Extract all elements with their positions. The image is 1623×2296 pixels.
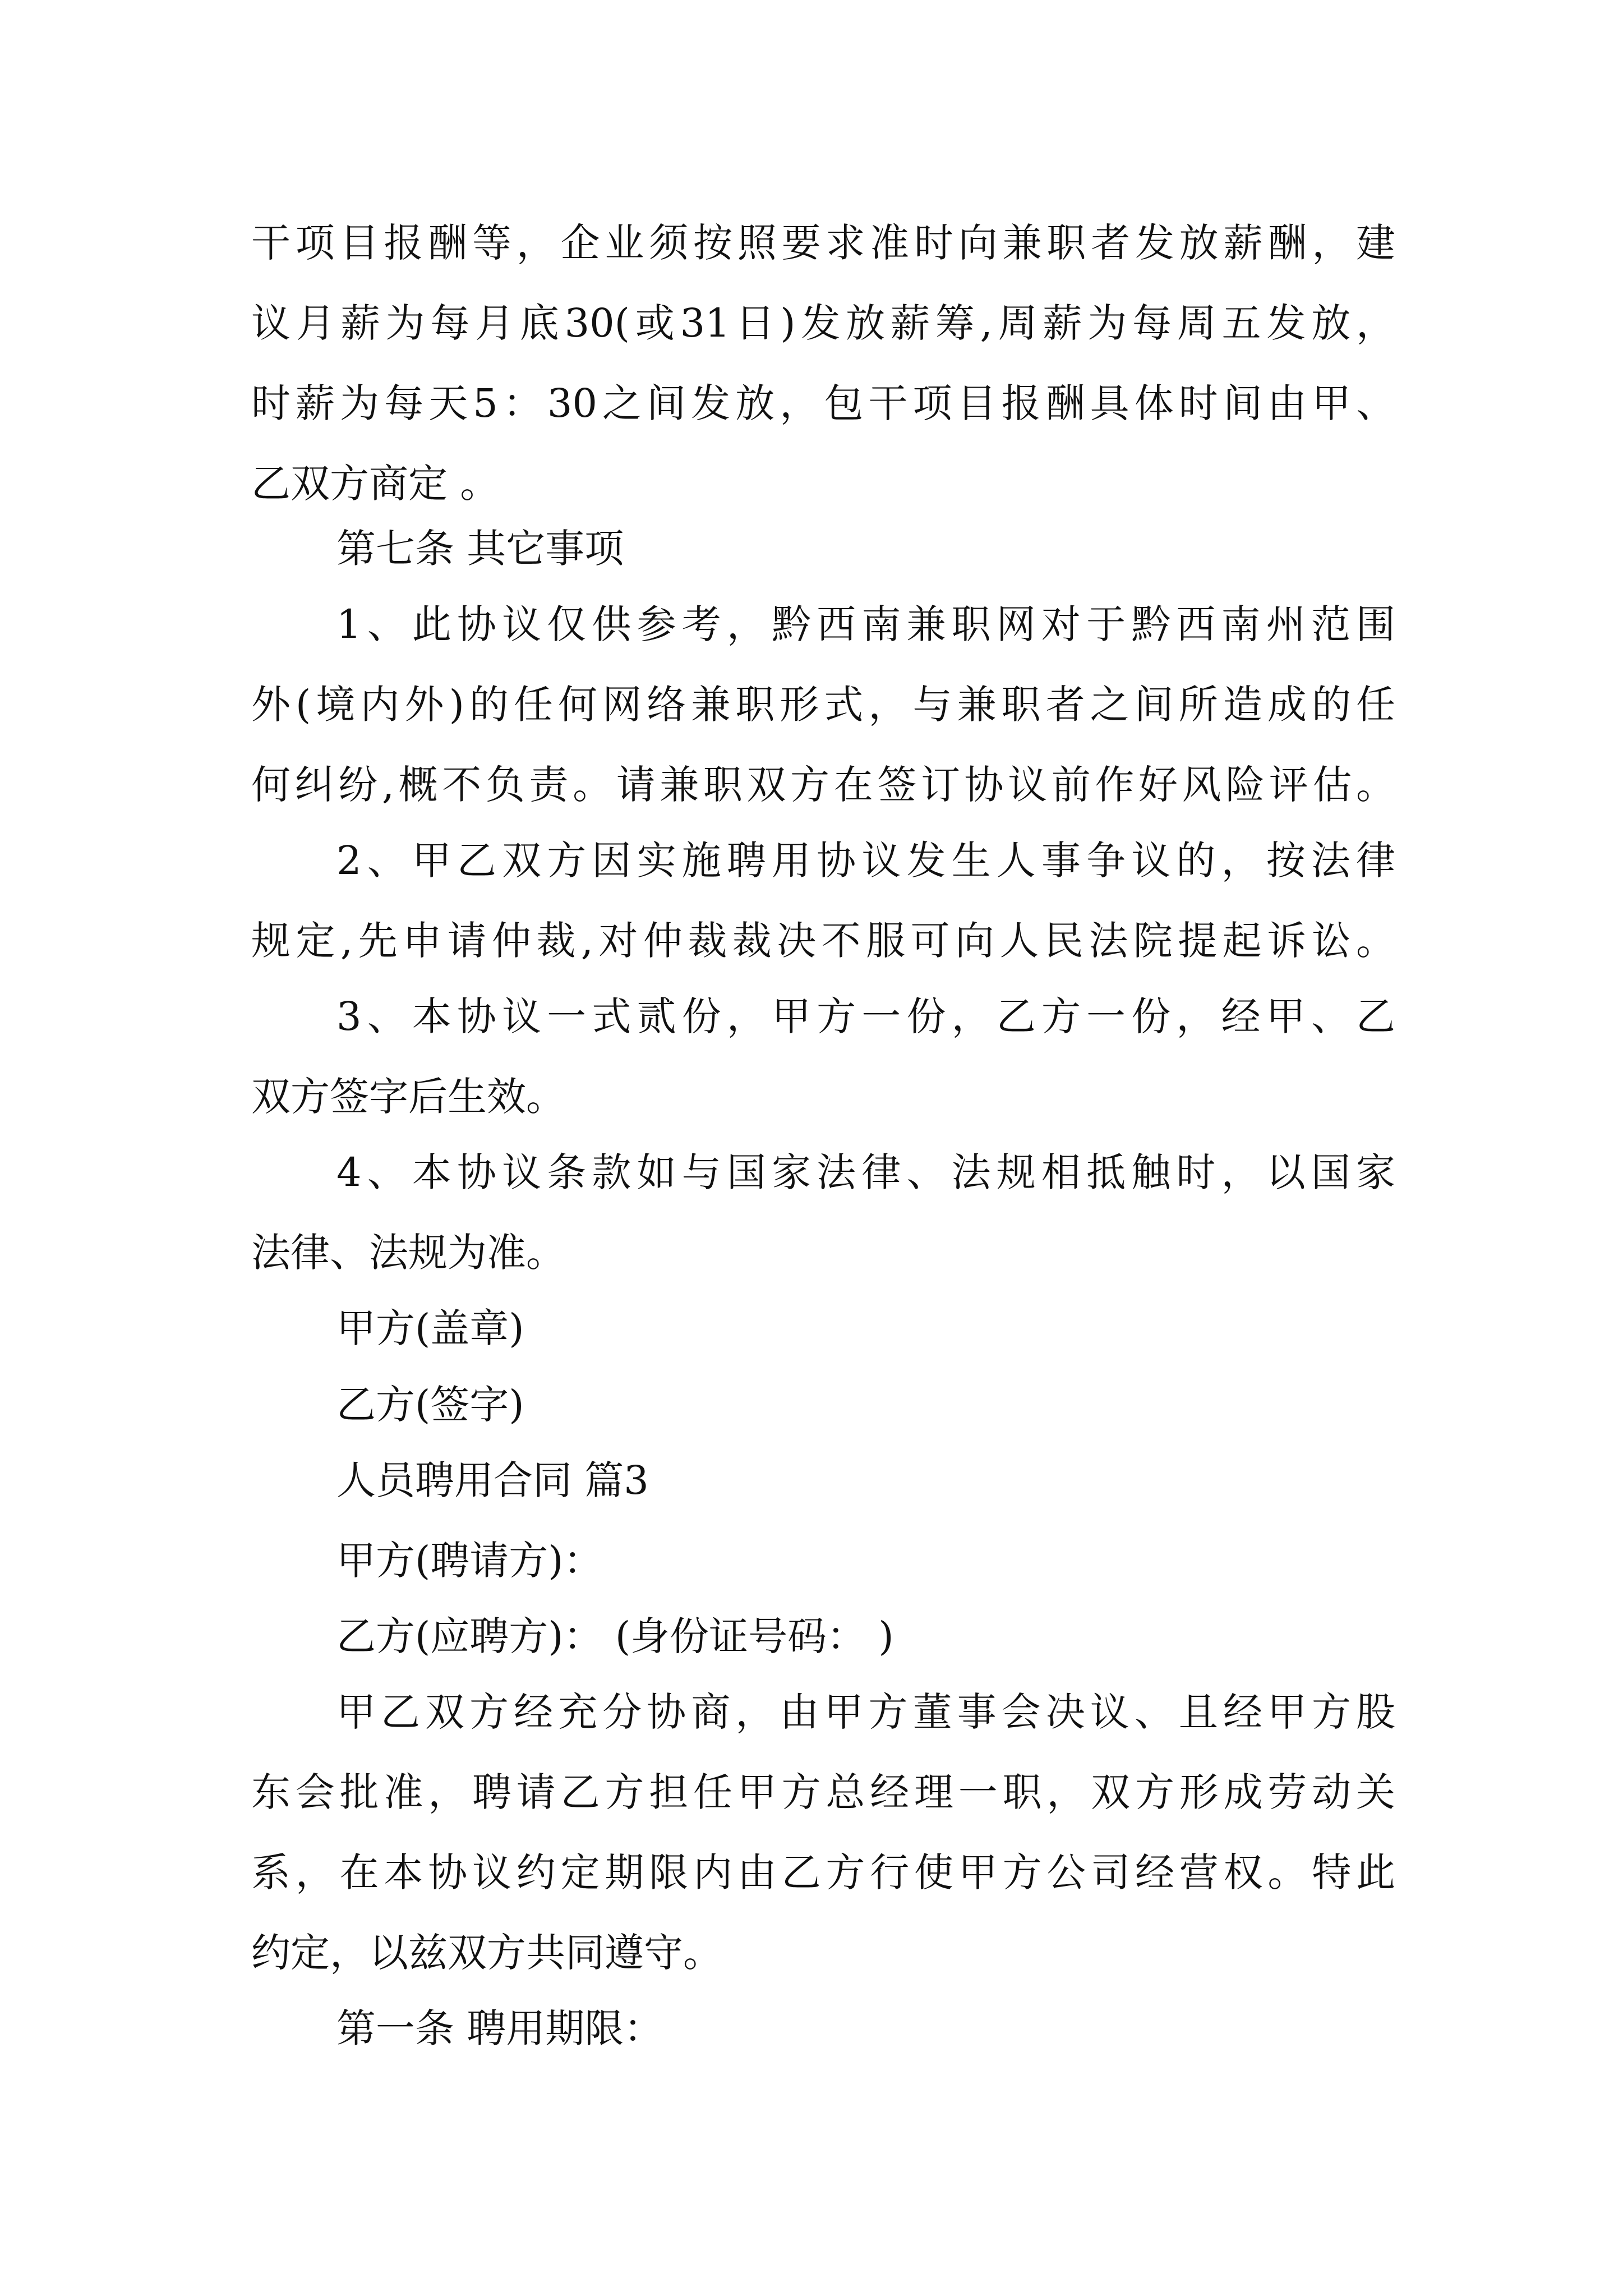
text-line: 规定,先申请仲裁,对仲裁裁决不服可向人民法院提起诉讼。 <box>251 918 1395 964</box>
section-heading: 第七条 其它事项 <box>336 526 624 572</box>
text-line: 3、本协议一式贰份，甲方一份，乙方一份，经甲、乙 <box>336 993 1395 1039</box>
text-line: 系，在本协议约定期限内由乙方行使甲方公司经营权。特此 <box>251 1849 1395 1895</box>
text-line: 干项目报酬等，企业须按照要求准时向兼职者发放薪酬，建 <box>251 220 1395 266</box>
text-line: 东会批准，聘请乙方担任甲方总经理一职，双方形成劳动关 <box>251 1769 1395 1815</box>
text-line: 法律、法规为准。 <box>251 1230 565 1276</box>
party-b-signature-label: 乙方(签字) <box>336 1382 524 1428</box>
party-a-seal-label: 甲方(盖章) <box>336 1305 524 1351</box>
text-line: 乙双方商定 。 <box>251 461 500 507</box>
text-line: 何纠纷,概不负责。请兼职双方在签订协议前作好风险评估。 <box>251 762 1395 808</box>
text-line: 议月薪为每月底30(或31日)发放薪筹,周薪为每周五发放， <box>251 300 1395 346</box>
text-line: 外(境内外)的任何网络兼职形式，与兼职者之间所造成的任 <box>251 682 1395 728</box>
text-line: 时薪为每天5：30之间发放，包干项目报酬具体时间由甲、 <box>251 380 1395 426</box>
section-heading: 第一条 聘用期限： <box>336 2005 663 2051</box>
party-a-label: 甲方(聘请方)： <box>336 1538 603 1584</box>
text-line: 4、本协议条款如与国家法律、法规相抵触时，以国家 <box>336 1149 1395 1195</box>
text-line: 约定，以兹双方共同遵守。 <box>251 1930 722 1976</box>
text-line: 甲乙双方经充分协商，由甲方董事会决议、且经甲方股 <box>336 1689 1395 1735</box>
text-line: 双方签字后生效。 <box>251 1074 565 1120</box>
contract-title: 人员聘用合同 篇3 <box>336 1457 649 1503</box>
text-line: 2、甲乙双方因实施聘用协议发生人事争议的，按法律 <box>336 838 1395 884</box>
text-line: 1、此协议仅供参考，黔西南兼职网对于黔西南州范围 <box>336 601 1395 647</box>
party-b-label: 乙方(应聘方)： (身份证号码： ) <box>336 1613 894 1659</box>
